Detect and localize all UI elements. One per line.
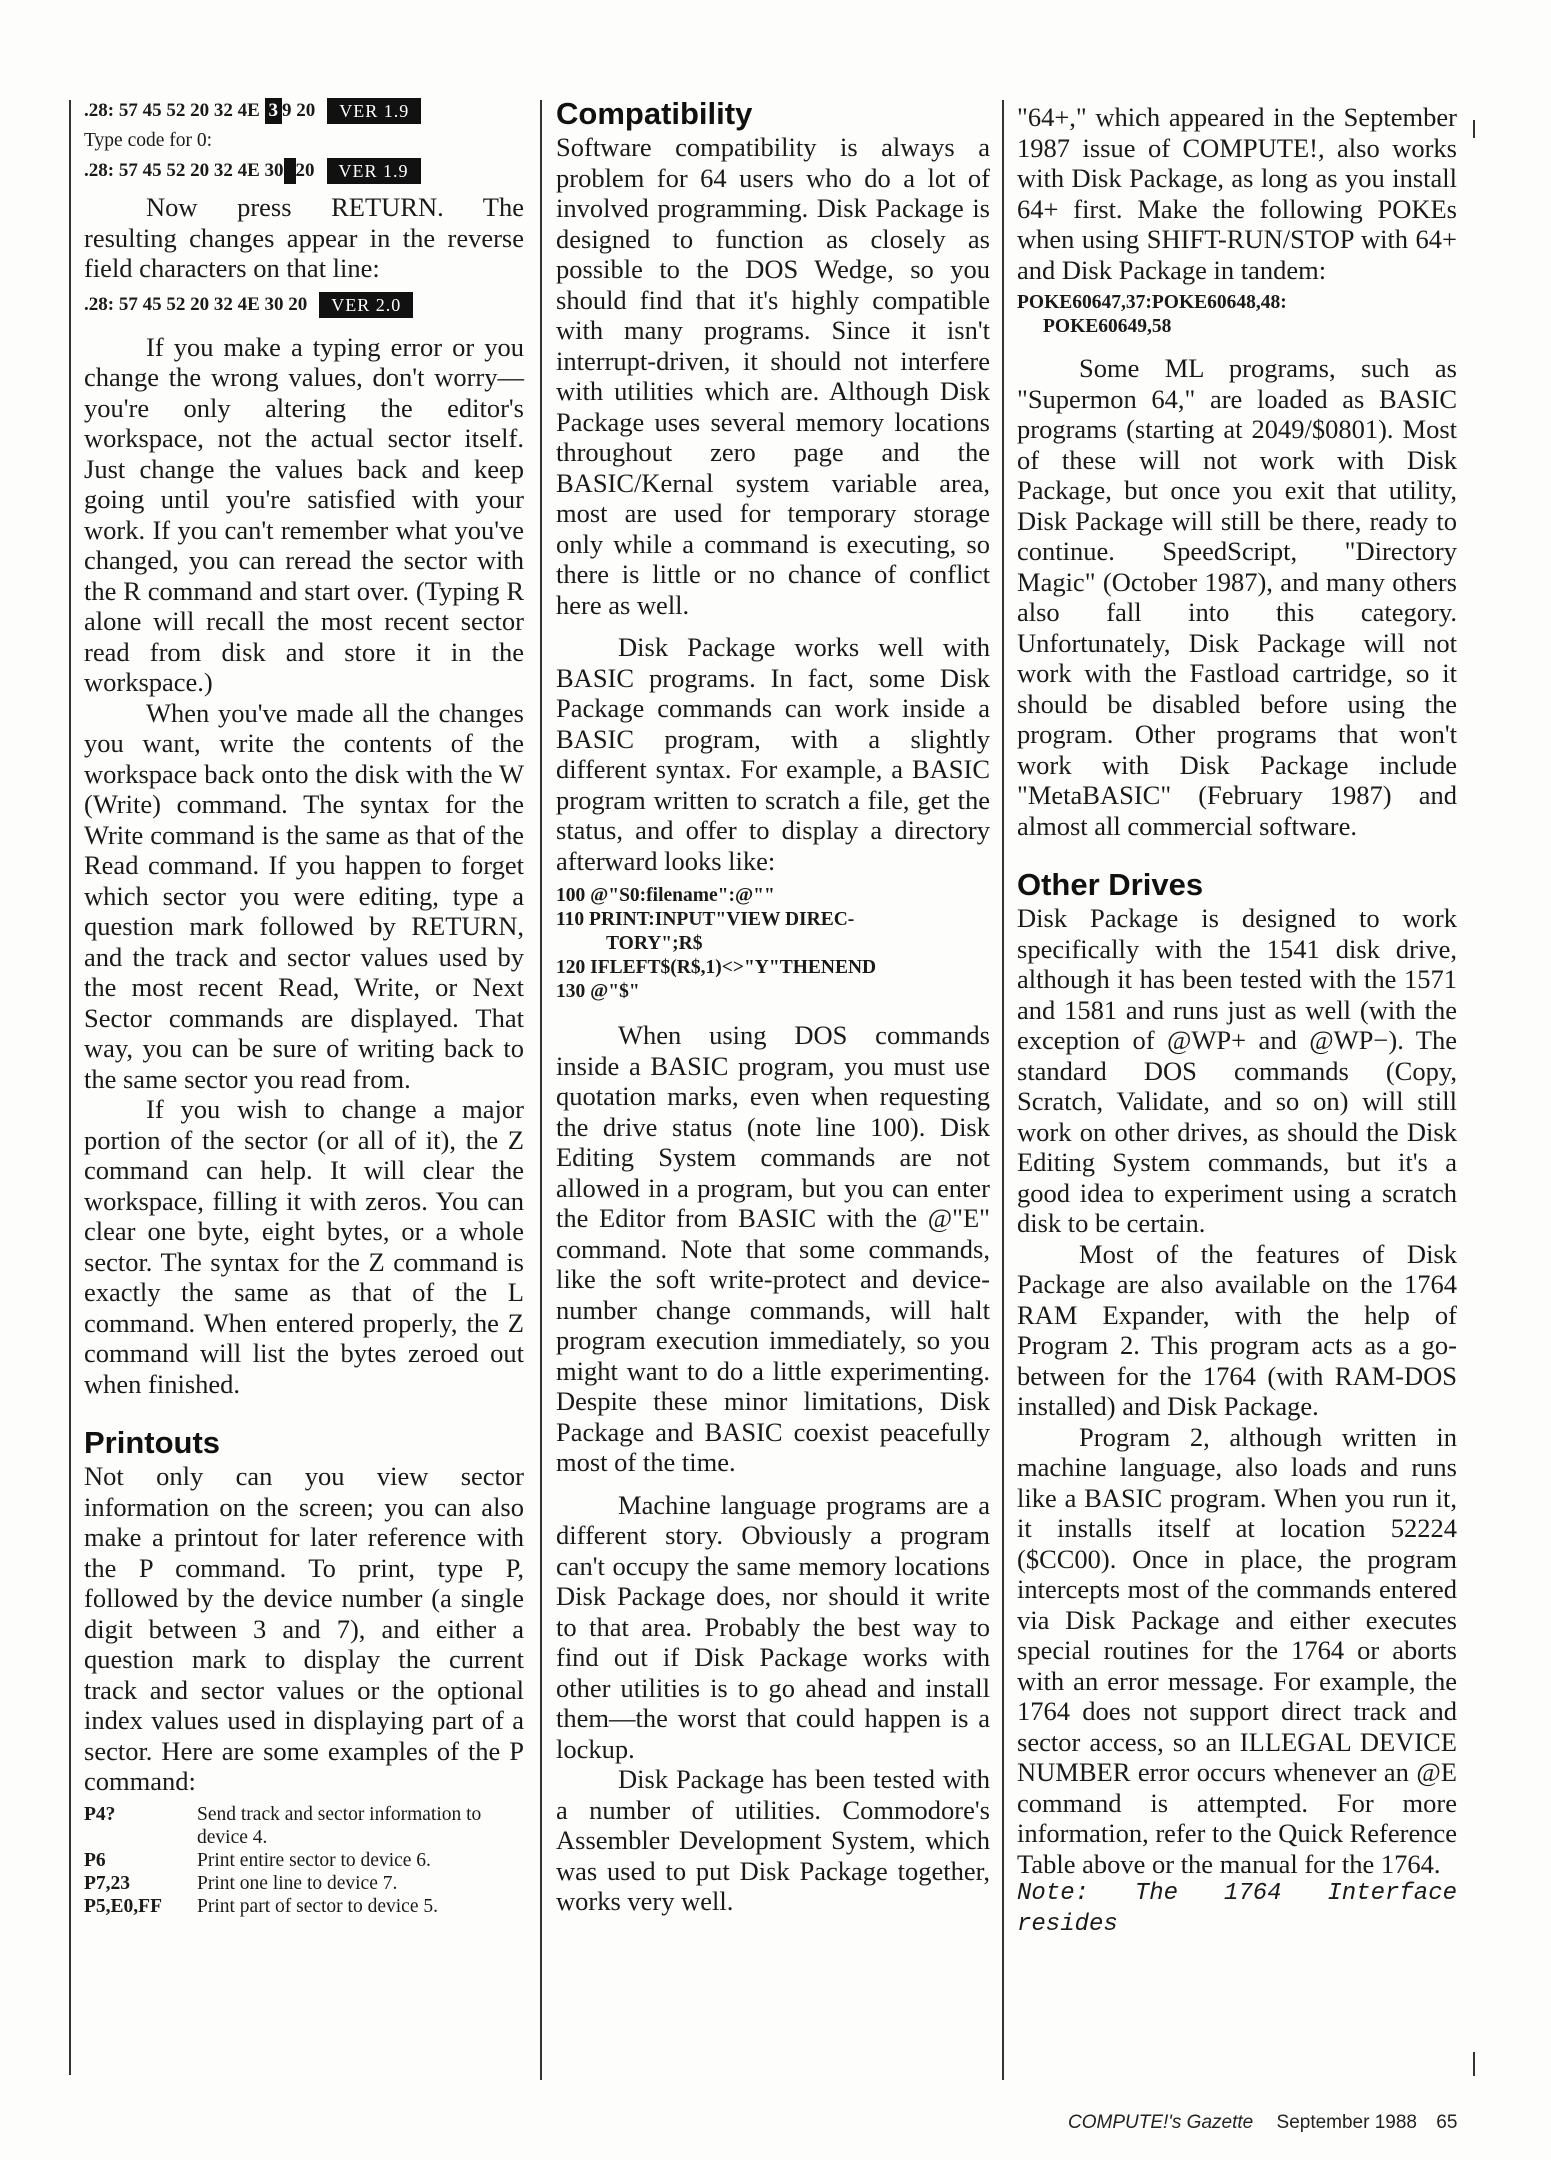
basic-listing <box>556 884 990 1004</box>
paragraph: If you make a typing error or you change the wrong values, don't worry—you're only altering the editor's workspace, not the actual sector itself. Just change the values back and keep going until you're satisfied with your work. If you can't remember what you've changed, you can reread the sector with the R command and start over. (Typing R alone will recall the most recent sector read from disk and store it in the workspace.) <box>84 331 524 697</box>
hex-line-3 <box>84 290 524 320</box>
hex-text: 9 20 <box>282 100 316 121</box>
command-cell: P4? <box>84 1803 116 1825</box>
reverse-field-text: VER 1.9 <box>327 158 421 184</box>
table-row <box>84 1895 524 1918</box>
issue-date: September 1988 <box>1276 2112 1418 2133</box>
description-cell: Print one line to device 7. <box>197 1872 398 1894</box>
type-code-label: Type code for 0: <box>84 130 213 151</box>
hex-line-1 <box>84 96 524 126</box>
code-line: POKE60649,58 <box>1043 316 1172 337</box>
reverse-field-text: VER 2.0 <box>319 292 413 318</box>
column-rule <box>1473 2052 1475 2076</box>
paragraph: Disk Package has been tested with a number of utilities. Commodore's Assembler Development System, which was used to put Disk Package together, works very well. <box>556 1764 990 1916</box>
column-3 <box>1017 96 1457 1940</box>
column-rule <box>1002 100 1004 2080</box>
hex-text: .28: 57 45 52 20 32 4E 30 <box>84 160 284 181</box>
paragraph: Now press RETURN. The resulting changes appear in the reverse field characters on that line: <box>84 192 524 283</box>
paragraph: Disk Package is designed to work specifically with the 1541 disk drive, although it has been tested with the 1571 and 1581 and runs just as well (with the exception of @WP+ and @WP−). The standard DOS commands (Copy, Scratch, Validate, and so on) will still work on other drives, as should the Disk Editing System commands, but it's a good idea to experiment using a scratch disk to be certain. <box>1017 903 1457 1238</box>
hex-text: .28: 57 45 52 20 32 4E <box>84 100 265 121</box>
column-rule <box>69 100 71 2075</box>
paragraph: If you wish to change a major portion of the sector (or all of it), the Z command can help. It will clear the workspace, filling it with zeros. You can clear one byte, eight bytes, or a whole sector. The syntax for the Z command is exactly the same as that of the L command. When entered properly, the Z command will list the bytes zeroed out when finished. <box>84 1094 524 1399</box>
command-cell: P5,E0,FF <box>84 1895 162 1917</box>
table-row <box>84 1872 524 1895</box>
section-heading: Compatibility <box>556 96 753 131</box>
hex-text: 20 <box>295 160 315 181</box>
hex-text: .28: 57 45 52 20 32 4E 30 20 <box>84 293 308 315</box>
paragraph: "64+," which appeared in the September 1987 issue of COMPUTE!, also works with Disk Package, as long as you install 64+ first. Make the following POKEs when using SHIFT-RUN/STOP with 64+ and Disk Package in tandem: <box>1017 102 1457 285</box>
column-rule <box>1473 120 1475 138</box>
code-line: 120 IFLEFT$(R$,1)<>"Y"THENEND <box>556 957 877 978</box>
cursor-block: 3 <box>265 98 283 124</box>
description-cell: Print entire sector to device 6. <box>197 1849 431 1871</box>
command-cell: P7,23 <box>84 1872 131 1894</box>
description-cell: Print part of sector to device 5. <box>197 1895 438 1917</box>
code-line: 130 @"$" <box>556 981 640 1002</box>
column-2 <box>556 96 990 1917</box>
paragraph: Some ML programs, such as "Supermon 64," are loaded as BASIC programs (starting at 2049/$0801). Most of these will not work with Disk Package, but once you exit that utility, Disk Package will still be there, ready to continue. SpeedScript, "Directory Magic" (October 1987), and many others also fall into this category. Unfortunately, Disk Package will not work with the Fastload cartridge, so it should be disabled before using the program. Other programs that won't work with Disk Package include "MetaBASIC" (February 1987) and almost all commercial software. <box>1017 353 1457 841</box>
page-number: 65 <box>1436 2112 1458 2133</box>
code-line: TORY";R$ <box>606 933 703 954</box>
paragraph: Program 2, although written in machine language, also loads and runs like a BASIC program. When you run it, it installs itself at location 52224 ($CC00). Once in place, the program intercepts most of the commands entered via Disk Package and either executes special routines for the 1764 or aborts with an error message. For example, the 1764 does not support direct track and sector access, so an ILLEGAL DEVICE NUMBER error occurs whenever an @E command is attempted. For more information, refer to the Quick Reference Table above or the manual for the 1764. <box>1017 1421 1457 1879</box>
section-heading: Other Drives <box>1017 867 1204 902</box>
section-heading: Printouts <box>84 1425 221 1460</box>
paragraph: Machine language programs are a different story. Obviously a program can't occupy the same memory locations Disk Package does, nor should it write to that area. Probably the best way to find out if Disk Package works with other utilities is to go ahead and install them—the worst that could happen is a lockup. <box>556 1489 990 1764</box>
page-footer <box>1068 2112 1457 2134</box>
code-line: POKE60647,37:POKE60648,48: <box>1017 292 1287 313</box>
paragraph: Disk Package works well with BASIC programs. In fact, some Disk Package commands can work inside a BASIC program, with a slightly different syntax. For example, a BASIC program written to scratch a file, get the status, and offer to display a directory afterward looks like: <box>556 632 990 876</box>
cursor-block <box>284 158 296 184</box>
reverse-field-text: VER 1.9 <box>327 98 421 124</box>
code-line: 100 @"S0:filename":@"" <box>556 885 775 906</box>
column-rule <box>540 100 542 2080</box>
paragraph: Software compatibility is always a problem for 64 users who do a lot of involved programming. Disk Package is designed to function as closely as possible to the DOS Wedge, so you should find that it's highly compatible with many programs. Since it isn't interrupt-driven, it should not interfere with utilities which are. Although Disk Package uses several memory locations throughout zero page and the BASIC/Kernal system variable area, most are used for temporary storage only while a command is executing, so there is little or no chance of conflict here as well. <box>556 132 990 620</box>
publication-name: COMPUTE!'s Gazette <box>1068 2112 1254 2133</box>
p-command-table <box>84 1803 524 1918</box>
paragraph: Most of the features of Disk Package are also available on the 1764 RAM Expander, with the help of Program 2. This program acts as a go-between for the 1764 (with RAM-DOS installed) and Disk Package. <box>1017 1238 1457 1421</box>
note-text: Note: The 1764 Interface resides <box>1017 1880 1457 1938</box>
table-row <box>84 1849 524 1872</box>
poke-listing <box>1017 291 1457 339</box>
hex-line-2 <box>84 156 524 186</box>
paragraph: When using DOS commands inside a BASIC program, you must use quotation marks, even when requesting the drive status (note line 100). Disk Editing System commands are not allowed in a program, but you can enter the Editor from BASIC with the @"E" command. Note that some commands, like the soft write-protect and device-number change commands, will halt program execution immediately, so you might want to do a little experimenting. Despite these minor limitations, Disk Package and BASIC coexist peacefully most of the time. <box>556 1020 990 1477</box>
paragraph: Not only can you view sector information on the screen; you can also make a printout for later reference with the P command. To print, type P, followed by the device number (a single digit between 3 and 7), and either a question mark to display the current track and sector values or the optional index values used in displaying part of a sector. Here are some examples of the P command: <box>84 1461 524 1796</box>
column-1 <box>84 96 524 1918</box>
description-cell: Send track and sector information to device 4. <box>197 1803 482 1848</box>
table-row <box>84 1803 524 1849</box>
code-line: 110 PRINT:INPUT"VIEW DIREC- <box>556 909 855 930</box>
command-cell: P6 <box>84 1849 106 1871</box>
paragraph: When you've made all the changes you want, write the contents of the workspace back onto the disk with the W (Write) command. The syntax for the Write command is the same as that of the Read command. If you happen to forget which sector you were editing, type a question mark followed by RETURN, and the track and sector values used by the most recent Read, Write, or Next Sector commands are displayed. That way, you can be sure of writing back to the same sector you read from. <box>84 697 524 1094</box>
